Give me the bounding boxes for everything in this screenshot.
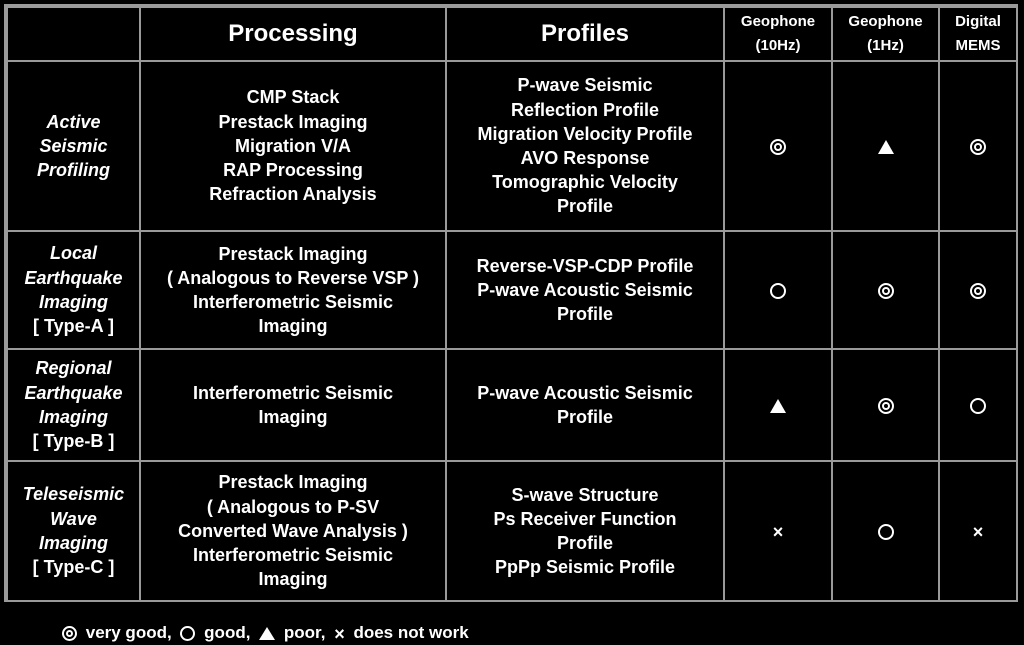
rating-digital-mems xyxy=(939,231,1017,349)
profiles-line: Migration Velocity Profile xyxy=(477,123,693,144)
profiles-line: Tomographic Velocity xyxy=(492,172,678,193)
header-geophone-10hz xyxy=(724,7,832,61)
row-processing xyxy=(140,349,446,461)
processing-line: RAP Processing xyxy=(223,160,363,181)
header-geophone-10hz-line1: Geophone xyxy=(740,13,816,30)
rating-geophone-1hz xyxy=(832,349,939,461)
profiles-line: Reflection Profile xyxy=(510,99,660,120)
processing-line: Imaging xyxy=(258,316,328,337)
processing-line: Interferometric Seismic xyxy=(192,382,394,403)
profiles-line: Profile xyxy=(556,196,613,217)
double-circle-icon xyxy=(878,283,894,299)
header-profiles: Profiles xyxy=(446,7,724,61)
rating-geophone-10hz xyxy=(724,349,832,461)
header-digital-mems-line1: Digital xyxy=(955,13,1001,30)
profiles-line: Profile xyxy=(556,304,613,325)
header-geophone-1hz-line2: (1Hz) xyxy=(867,37,904,54)
profiles-line: AVO Response xyxy=(520,148,650,168)
processing-line: Migration V/A xyxy=(235,135,351,156)
circle-icon xyxy=(180,626,195,641)
legend-does-not-work: does not work xyxy=(353,623,469,642)
row-profiles xyxy=(446,231,724,349)
rating-digital-mems xyxy=(939,349,1017,461)
rating-geophone-1hz xyxy=(832,461,939,601)
seismic-method-table xyxy=(6,6,1018,602)
double-circle-icon xyxy=(970,139,986,155)
category-type: [ Type-A ] xyxy=(33,316,114,337)
category-line: Active xyxy=(46,111,101,132)
legend-very-good: very good, xyxy=(85,623,172,642)
row-profiles xyxy=(446,349,724,461)
cross-icon: × xyxy=(334,623,345,644)
category-line: Imaging xyxy=(38,407,108,427)
circle-icon xyxy=(770,283,786,299)
row-category xyxy=(7,61,140,231)
triangle-icon xyxy=(259,627,275,640)
rating-geophone-10hz xyxy=(724,461,832,601)
legend xyxy=(62,622,469,644)
header-row xyxy=(7,7,1017,61)
processing-line: ( Analogous to Reverse VSP ) xyxy=(166,267,420,288)
header-digital-mems xyxy=(939,7,1017,61)
header-processing: Processing xyxy=(140,7,446,61)
row-category xyxy=(7,461,140,601)
legend-good: good, xyxy=(204,623,251,642)
category-type: [ Type-C ] xyxy=(32,557,115,578)
profiles-line: P-wave Acoustic Seismic xyxy=(477,382,693,403)
processing-line: Prestack Imaging xyxy=(218,111,368,132)
profiles-line: P-wave Acoustic Seismic xyxy=(477,279,693,300)
profiles-line: PpPp Seismic Profile xyxy=(494,557,676,578)
category-line: Earthquake xyxy=(24,382,123,403)
category-line: Wave xyxy=(50,508,97,529)
processing-line: Converted Wave Analysis ) xyxy=(178,520,408,541)
double-circle-icon xyxy=(62,626,77,641)
row-processing xyxy=(140,231,446,349)
cross-icon: × xyxy=(772,521,784,542)
row-processing xyxy=(140,61,446,231)
profiles-line: P-wave Seismic xyxy=(517,75,653,96)
rating-geophone-1hz xyxy=(832,61,939,231)
rating-geophone-10hz xyxy=(724,61,832,231)
processing-line: Prestack Imaging xyxy=(218,472,368,493)
category-line: Teleseismic xyxy=(22,484,125,505)
category-line: Imaging xyxy=(38,533,108,553)
profiles-line: Profile xyxy=(556,533,613,553)
table-row xyxy=(7,231,1017,349)
rating-digital-mems xyxy=(939,61,1017,231)
triangle-icon xyxy=(770,399,786,413)
table-row xyxy=(7,349,1017,461)
profiles-line: S-wave Structure xyxy=(511,484,659,505)
triangle-icon xyxy=(878,140,894,154)
legend-poor: poor, xyxy=(283,623,326,642)
row-category xyxy=(7,349,140,461)
category-line: Imaging xyxy=(38,292,108,312)
profiles-line: Reverse-VSP-CDP Profile xyxy=(476,255,694,276)
category-line: Profiling xyxy=(37,160,110,181)
processing-line: Interferometric Seismic xyxy=(192,292,394,312)
circle-icon xyxy=(970,398,986,414)
header-digital-mems-line2: MEMS xyxy=(955,37,1001,54)
category-type: [ Type-B ] xyxy=(32,431,115,452)
double-circle-icon xyxy=(770,139,786,155)
profiles-line: Profile xyxy=(556,407,613,427)
processing-line: Prestack Imaging xyxy=(218,243,368,264)
rating-digital-mems xyxy=(939,461,1017,601)
double-circle-icon xyxy=(970,283,986,299)
processing-line: Refraction Analysis xyxy=(209,184,377,205)
header-geophone-10hz-line2: (10Hz) xyxy=(755,37,801,54)
table-row xyxy=(7,461,1017,601)
processing-line: CMP Stack xyxy=(246,87,340,108)
header-corner xyxy=(7,7,140,61)
processing-line: Imaging xyxy=(258,407,328,427)
rating-geophone-1hz xyxy=(832,231,939,349)
processing-line: Imaging xyxy=(258,569,328,590)
category-line: Seismic xyxy=(39,135,108,156)
row-profiles xyxy=(446,461,724,601)
cross-icon: × xyxy=(972,521,984,542)
row-processing xyxy=(140,461,446,601)
row-category xyxy=(7,231,140,349)
header-geophone-1hz-line1: Geophone xyxy=(848,13,923,30)
category-line: Regional xyxy=(35,358,112,379)
rating-geophone-10hz xyxy=(724,231,832,349)
profiles-line: Ps Receiver Function xyxy=(493,508,677,529)
category-line: Earthquake xyxy=(24,267,123,288)
row-profiles xyxy=(446,61,724,231)
header-geophone-1hz xyxy=(832,7,939,61)
processing-line: Interferometric Seismic xyxy=(192,545,394,566)
category-line: Local xyxy=(49,243,97,264)
double-circle-icon xyxy=(878,398,894,414)
circle-icon xyxy=(878,524,894,540)
processing-line: ( Analogous to P-SV xyxy=(206,496,380,517)
table-row xyxy=(7,61,1017,231)
